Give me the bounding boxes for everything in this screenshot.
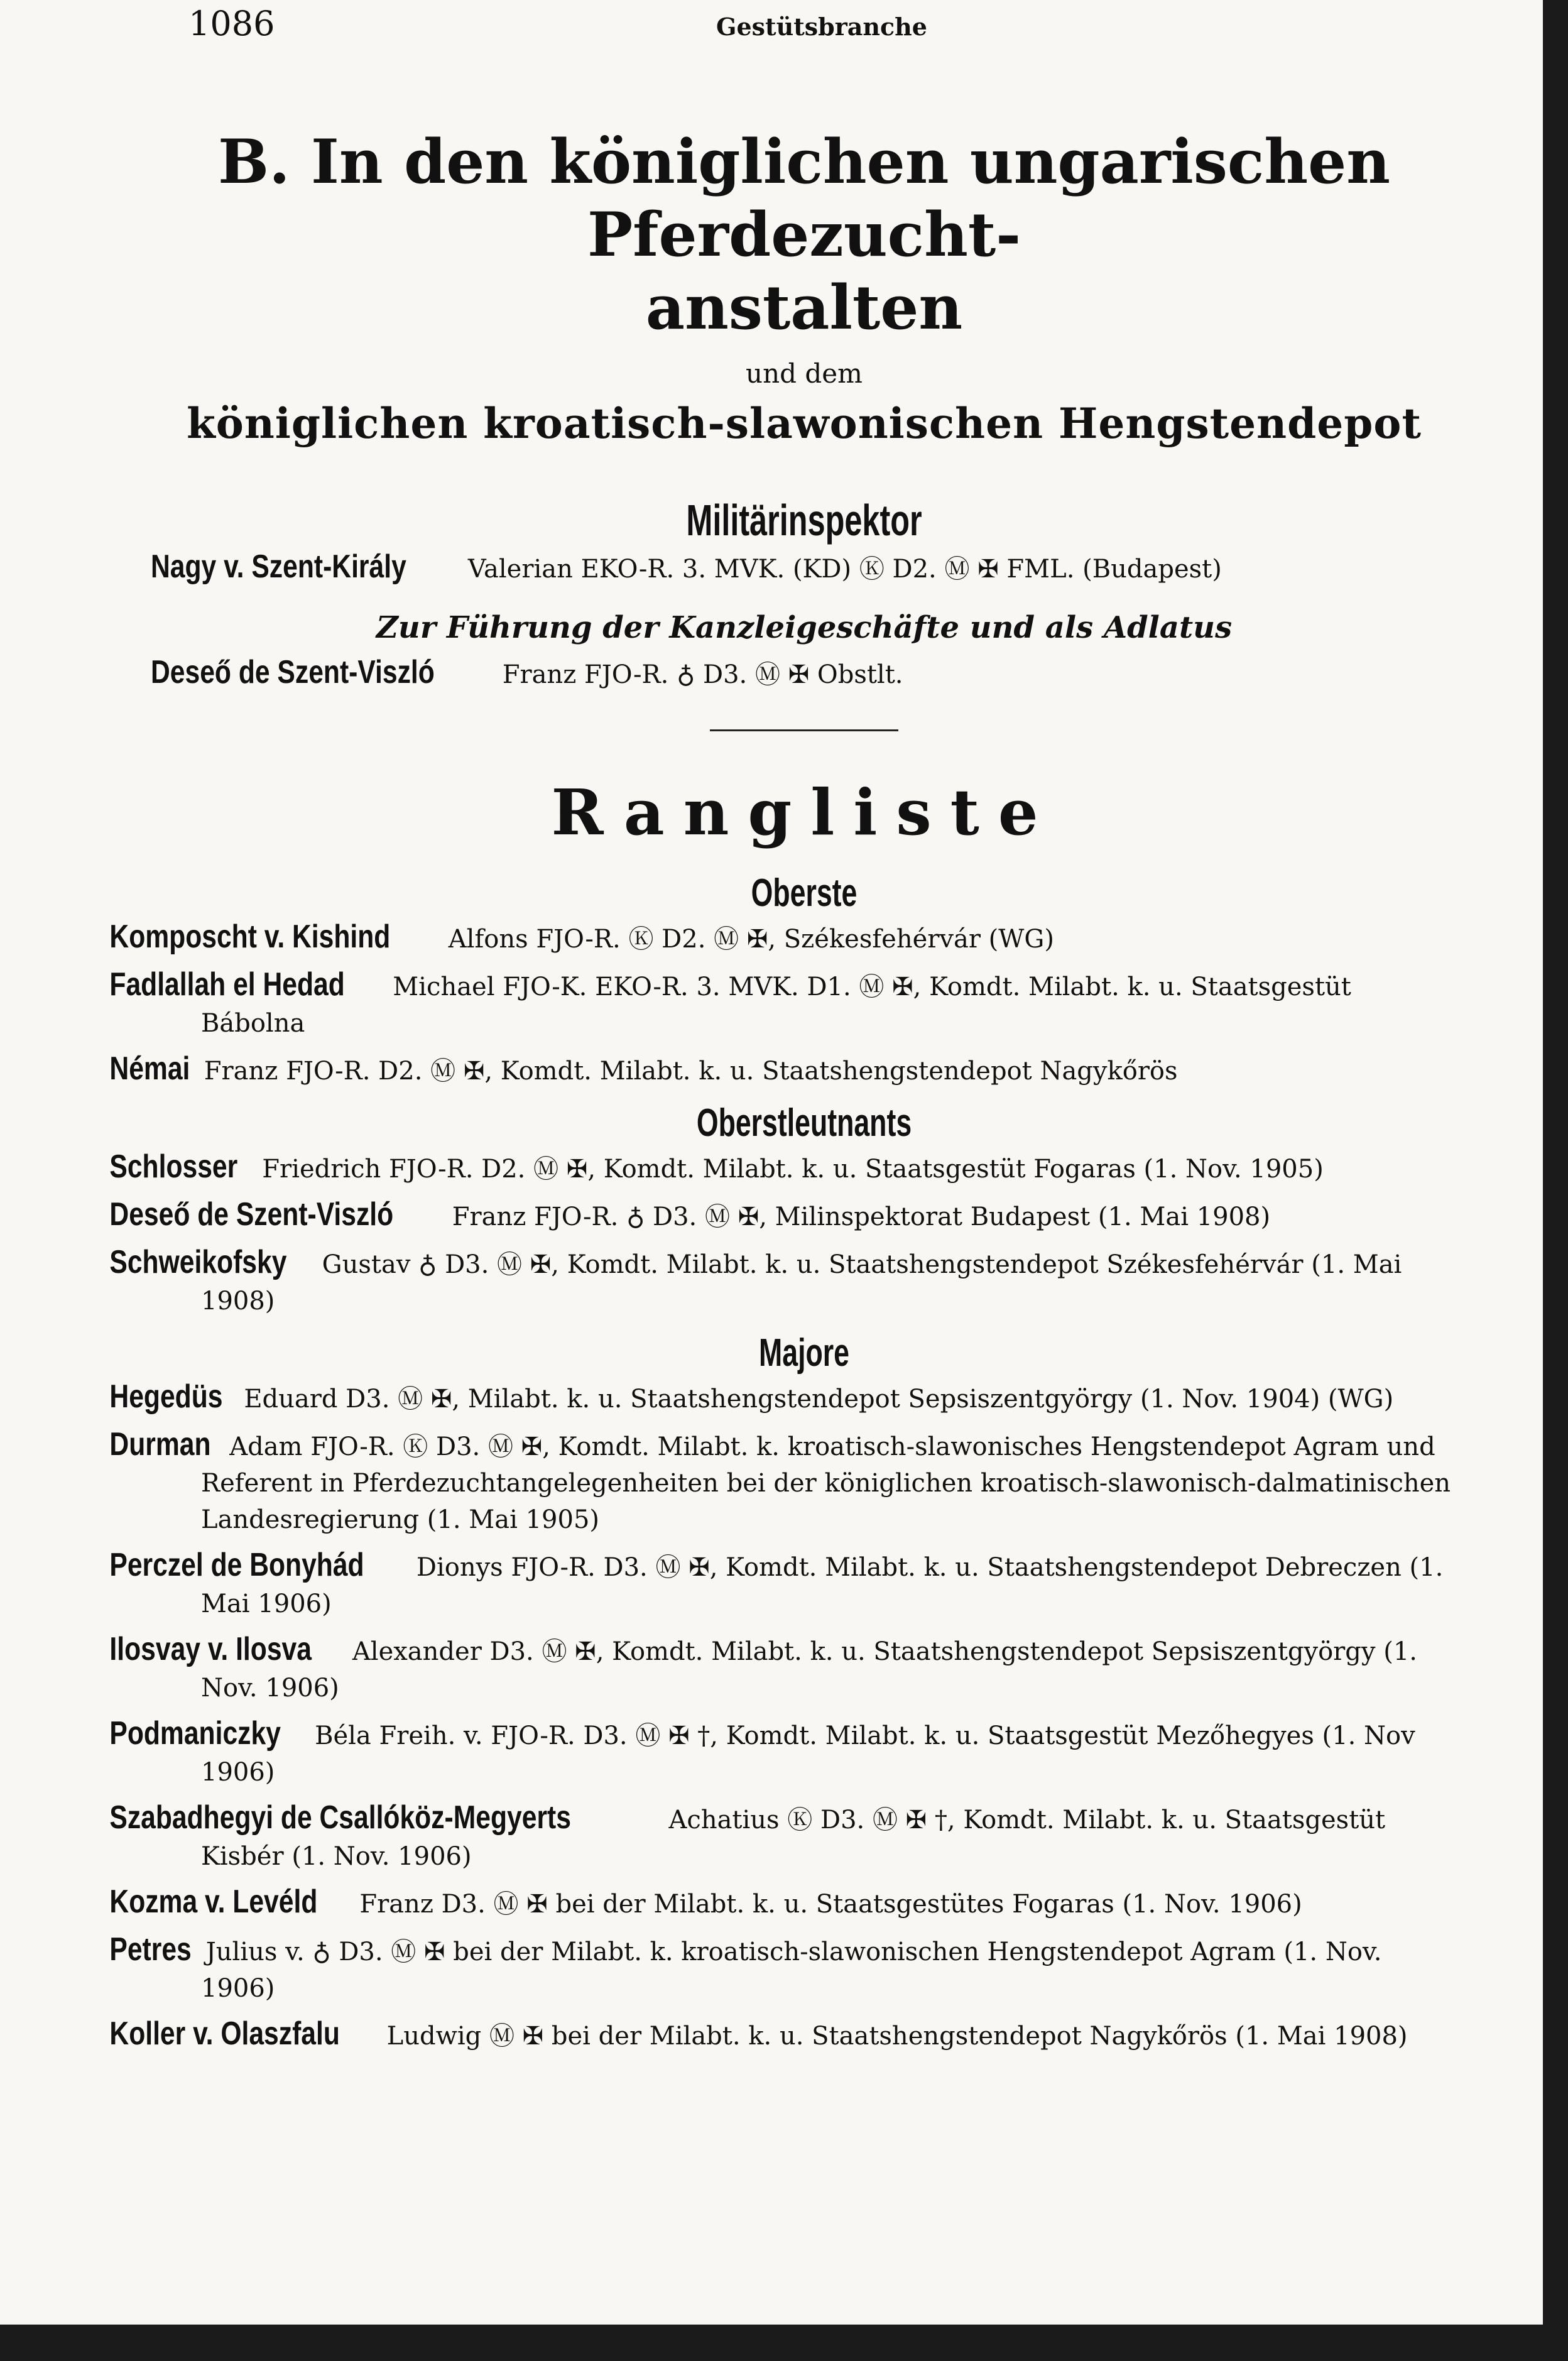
officer-name: Komposcht v. Kishind	[109, 919, 391, 955]
officer-name: Petres	[109, 1931, 192, 1968]
inspector-entry	[151, 548, 1457, 587]
list-entry	[109, 1931, 1457, 2007]
list-entry	[109, 1050, 1457, 1089]
officer-details: Michael FJO-K. EKO-R. 3. MVK. D1. Ⓜ ✠, Komdt. Milabt. k. u. Staatsgestüt Bábolna	[201, 973, 1351, 1038]
officer-details: Eduard D3. Ⓜ ✠, Milabt. k. u. Staatshengstendepot Sepsiszentgyörgy (1. Nov. 1904) (WG)	[244, 1385, 1394, 1414]
page-content	[109, 126, 1457, 2063]
list-entry	[109, 1148, 1457, 1187]
running-title: Gestütsbranche	[716, 13, 927, 41]
officer-details: Adam FJO-R. Ⓚ D3. Ⓜ ✠, Komdt. Milabt. k. kroatisch-slawonisches Hengstendepot Agram und Referent in Pferdezuchtangelegenheiten bei der königlichen kroatisch-slawonisch-dalmatinischen Landesregierung (1. Mai 1905)	[201, 1432, 1451, 1534]
officer-name: Hegedüs	[109, 1378, 223, 1415]
list-entry	[109, 1631, 1457, 1706]
list-entry	[109, 1547, 1457, 1622]
officer-name: Kozma v. Levéld	[109, 1884, 318, 1920]
rank-heading-majore: Majore	[759, 1331, 849, 1375]
officer-name: Némai	[109, 1050, 190, 1087]
list-entry	[109, 1799, 1457, 1875]
officer-details: Friedrich FJO-R. D2. Ⓜ ✠, Komdt. Milabt. k. u. Staatsgestüt Fogaras (1. Nov. 1905)	[262, 1155, 1324, 1184]
officer-name: Fadlallah el Hedad	[109, 966, 345, 1003]
officer-details: Alfons FJO-R. Ⓚ D2. Ⓜ ✠, Székesfehérvár (WG)	[448, 925, 1054, 954]
document-title-line-1: B. In den königlichen ungarischen Pferdezucht-	[217, 126, 1391, 270]
list-entry	[109, 1196, 1457, 1235]
running-header	[0, 4, 1520, 48]
officer-details: Béla Freih. v. FJO-R. D3. Ⓜ ✠ †, Komdt. Milabt. k. u. Staatsgestüt Mezőhegyes (1. Nov 1906)	[201, 1721, 1415, 1787]
page-number: 1086	[188, 4, 275, 43]
adlatus-intro: Zur Führung der Kanzleigeschäfte und als Adlatus	[376, 610, 1233, 645]
adlatus-entry	[151, 654, 1457, 693]
title-connector: und dem	[746, 358, 863, 389]
officer-name: Perczel de Bonyhád	[109, 1547, 364, 1583]
officer-details: Gustav ♁ D3. Ⓜ ✠, Komdt. Milabt. k. u. Staatshengstendepot Székesfehérvár (1. Mai 1908)	[201, 1250, 1402, 1316]
list-entry	[109, 1884, 1457, 1922]
scan-border-right	[1543, 0, 1568, 2361]
inspector-heading: Militärinspektor	[686, 496, 922, 545]
officer-details: Alexander D3. Ⓜ ✠, Komdt. Milabt. k. u. Staatshengstendepot Sepsiszentgyörgy (1. Nov. 1906)	[201, 1637, 1417, 1703]
rank-heading-oberstleutnants: Oberstleutnants	[696, 1101, 912, 1145]
officer-name: Durman	[109, 1426, 211, 1463]
officer-name: Schweikofsky	[109, 1244, 287, 1280]
officer-details: Ludwig Ⓜ ✠ bei der Milabt. k. u. Staatshengstendepot Nagykőrös (1. Mai 1908)	[386, 2022, 1408, 2051]
scan-border-bottom	[0, 2325, 1568, 2361]
list-entry	[109, 966, 1457, 1042]
rank-heading-oberste: Oberste	[751, 871, 858, 915]
officer-name: Koller v. Olaszfalu	[109, 2015, 340, 2052]
officer-details: Achatius Ⓚ D3. Ⓜ ✠ †, Komdt. Milabt. k. u. Staatsgestüt Kisbér (1. Nov. 1906)	[201, 1806, 1386, 1871]
officer-name: Deseő de Szent-Viszló	[109, 1196, 394, 1233]
officer-name: Ilosvay v. Ilosva	[109, 1631, 312, 1667]
officer-name: Schlosser	[109, 1148, 238, 1185]
officer-details: Franz D3. Ⓜ ✠ bei der Milabt. k. u. Staatsgestütes Fogaras (1. Nov. 1906)	[359, 1890, 1302, 1919]
list-entry	[109, 919, 1457, 957]
officer-name: Szabadhegyi de Csallóköz-Megyerts	[109, 1799, 571, 1836]
inspector-details: Valerian EKO-R. 3. MVK. (KD) Ⓚ D2. Ⓜ ✠ FML. (Budapest)	[467, 555, 1222, 584]
officer-details: Dionys FJO-R. D3. Ⓜ ✠, Komdt. Milabt. k. u. Staatshengstendepot Debreczen (1. Mai 1906)	[201, 1553, 1444, 1618]
document-title-line-2: anstalten	[645, 272, 963, 343]
list-entry	[109, 1244, 1457, 1319]
officer-details: Franz FJO-R. ♁ D3. Ⓜ ✠, Milinspektorat Budapest (1. Mai 1908)	[452, 1202, 1271, 1231]
rangliste-heading: Rangliste	[551, 775, 1057, 849]
adlatus-details: Franz FJO-R. ♁ D3. Ⓜ ✠ Obstlt.	[502, 660, 903, 689]
officer-details: Julius v. ♁ D3. Ⓜ ✠ bei der Milabt. k. kroatisch-slawonischen Hengstendepot Agram (1. Nov. 1906)	[201, 1938, 1382, 2003]
document-title-line-3: königlichen kroatisch-slawonischen Hengstendepot	[187, 399, 1422, 448]
list-entry	[109, 1426, 1457, 1538]
inspector-name: Nagy v. Szent-Király	[151, 548, 406, 585]
adlatus-name: Deseő de Szent-Viszló	[151, 654, 435, 690]
list-entry	[109, 1715, 1457, 1791]
list-entry	[109, 1378, 1457, 1417]
section-divider	[710, 729, 898, 731]
officer-name: Podmaniczky	[109, 1715, 281, 1752]
officer-details: Franz FJO-R. D2. Ⓜ ✠, Komdt. Milabt. k. u. Staatshengstendepot Nagykőrös	[204, 1057, 1178, 1086]
list-entry	[109, 2015, 1457, 2054]
